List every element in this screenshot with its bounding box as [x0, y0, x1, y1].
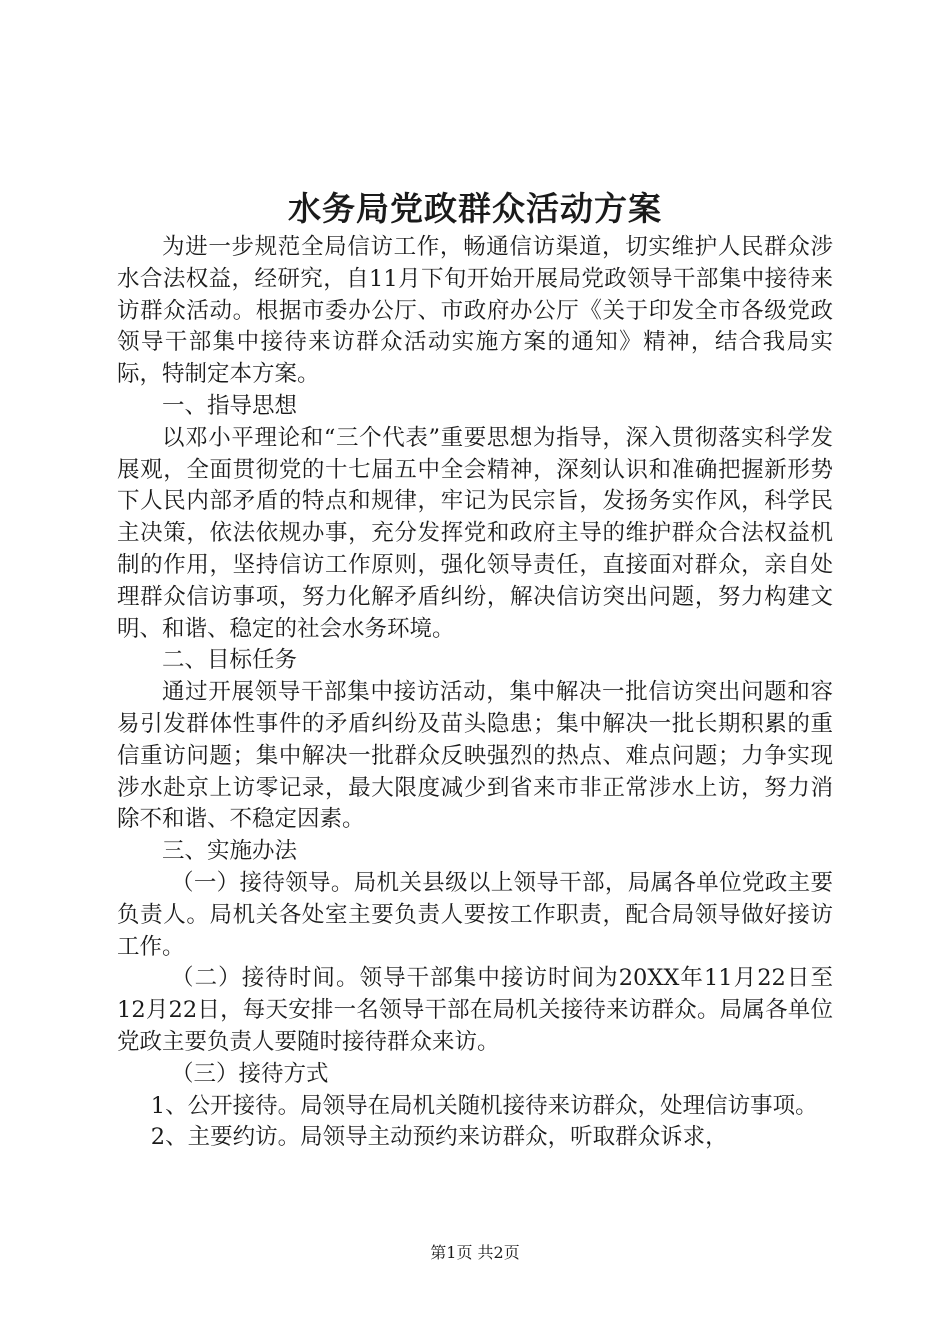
- section-heading-objectives: 二、目标任务: [162, 647, 298, 674]
- intro-paragraph: 为进一步规范全局信访工作，畅通信访渠道，切实维护人民群众涉水合法权益，经研究，自11月下旬开始开展局党政领导干部集中接待来访群众活动。根据市委办公厅、市政府办公厅《关于印发全市各级党政领导干部集中接待来访群众活动实施方案的通知》精神，结合我局实际，特制定本方案。: [117, 234, 833, 388]
- reception-method-heading: （三）接待方式: [171, 1060, 329, 1087]
- section-heading-implementation: 三、实施办法: [162, 838, 298, 865]
- reception-leaders-paragraph: （一）接待领导。局机关县级以上领导干部，局属各单位党政主要负责人。局机关各处室主要负责人要按工作职责，配合局领导做好接访工作。: [117, 869, 833, 960]
- reception-time-paragraph: （二）接待时间。领导干部集中接访时间为20XX年11月22日至12月22日，每天安排一名领导干部在局机关接待来访群众。局属各单位党政主要负责人要随时接待群众来访。: [117, 965, 833, 1055]
- document-body: [117, 232, 833, 1154]
- page-footer: 第1页 共2页: [430, 1243, 520, 1262]
- appointment-visit-paragraph: 2、主要约访。局领导主动预约来访群众，听取群众诉求，: [150, 1124, 728, 1151]
- guiding-thought-paragraph: 以邓小平理论和“三个代表”重要思想为指导，深入贯彻落实科学发展观，全面贯彻党的十七届五中全会精神，深刻认识和准确把握新形势下人民内部矛盾的特点和规律，牢记为民宗旨，发扬务实作风，科学民主决策，依法依规办事，充分发挥党和政府主导的维护群众合法权益机制的作用，坚持信访工作原则，强化领导责任，直接面对群众，亲自处理群众信访事项，努力化解矛盾纠纷，解决信访突出问题，努力构建文明、和谐、稳定的社会水务环境。: [117, 424, 833, 642]
- public-reception-paragraph: 1、公开接待。局领导在局机关随机接待来访群众，处理信访事项。: [150, 1092, 818, 1119]
- document-title: 水务局党政群众活动方案: [288, 189, 662, 228]
- section-heading-guiding-thought: 一、指导思想: [162, 392, 298, 419]
- objectives-paragraph: 通过开展领导干部集中接访活动，集中解决一批信访突出问题和容易引发群体性事件的矛盾纠纷及苗头隐患；集中解决一批长期积累的重信重访问题；集中解决一批群众反映强烈的热点、难点问题；力争实现涉水赴京上访零记录，最大限度减少到省来市非正常涉水上访，努力消除不和谐、不稳定因素。: [117, 679, 833, 833]
